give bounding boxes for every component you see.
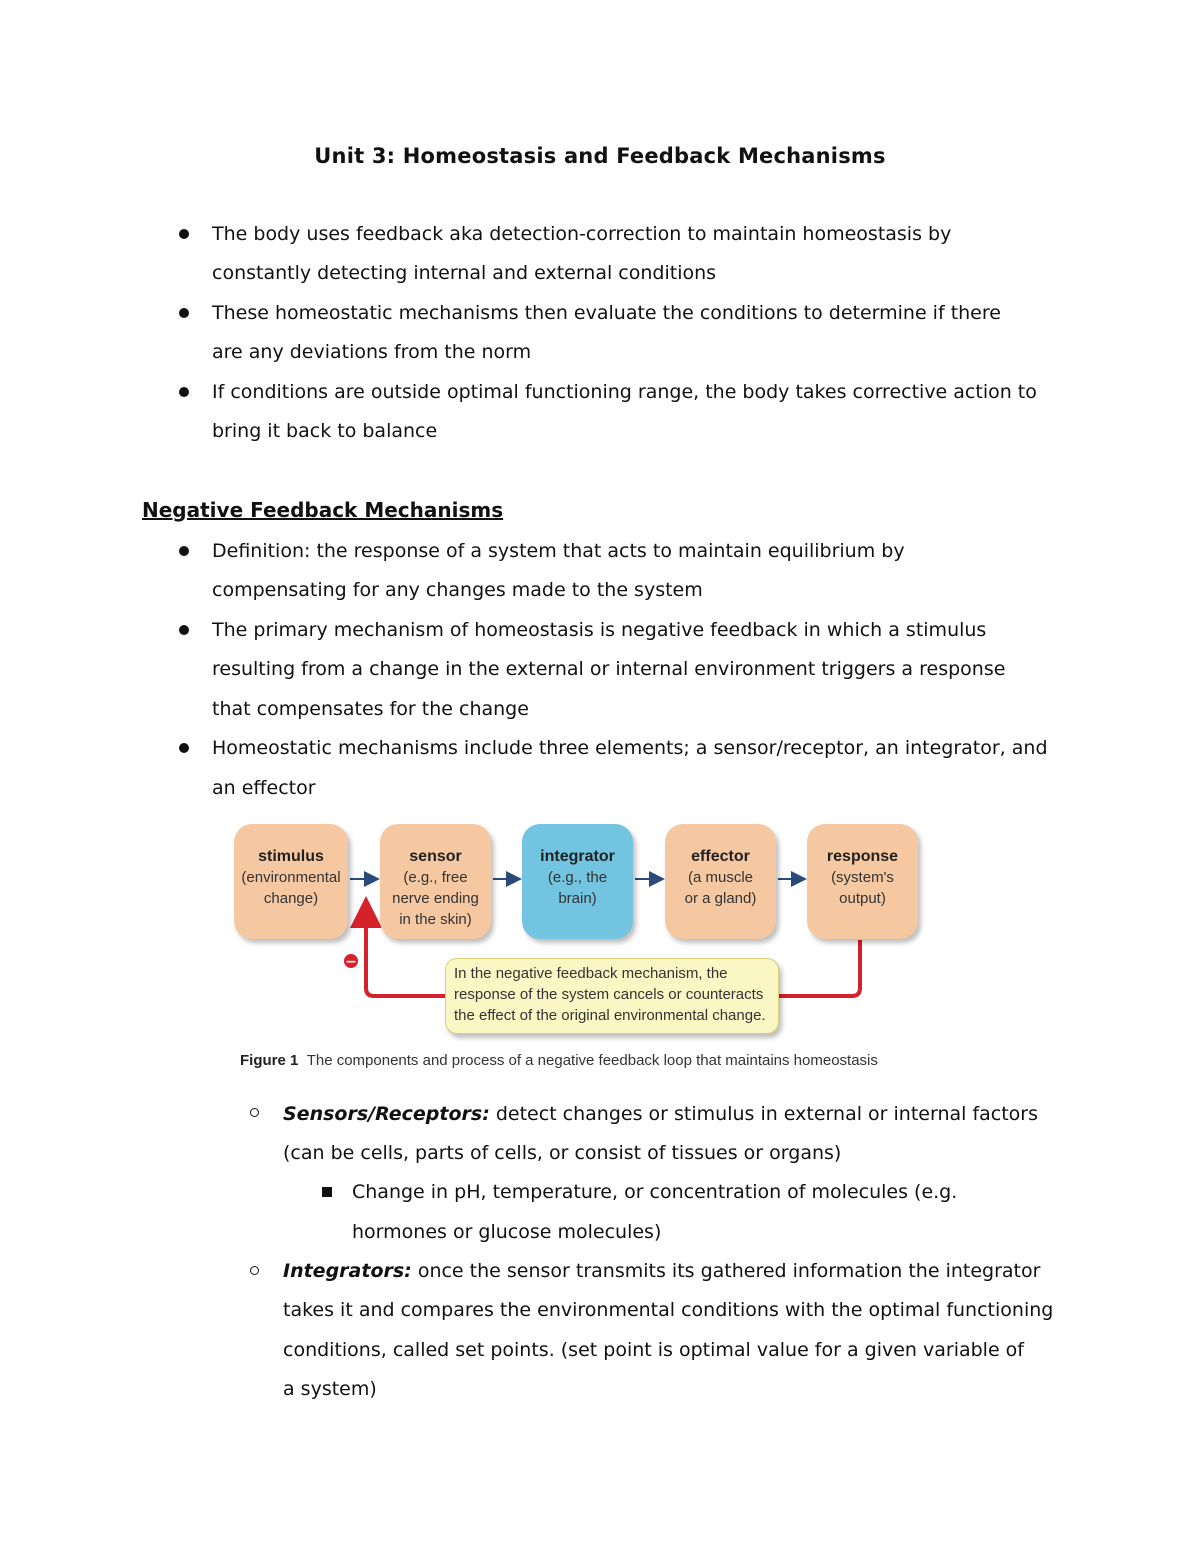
neg-bullet-2-line-2: resulting from a change in the external or internal environment triggers a response: [212, 658, 1006, 680]
circle-bullet: [250, 1108, 259, 1117]
minus-sign: −: [345, 954, 357, 970]
box-text-line: brain): [558, 890, 597, 907]
neg-bullet-1-line-1: Definition: the response of a system that acts to maintain equilibrium by: [212, 540, 905, 562]
diagram-box-response: [807, 824, 918, 939]
box-text-line: change): [263, 890, 319, 907]
diagram-box-stimulus: [234, 824, 348, 939]
neg-bullet-2-line-1: The primary mechanism of homeostasis is negative feedback in which a stimulus: [212, 619, 987, 641]
circle-bullet: [250, 1266, 259, 1275]
box-text-line: (a muscle: [687, 869, 754, 886]
intro-bullet-3-line-1: If conditions are outside optimal functioning range, the body takes corrective action to: [212, 381, 1037, 403]
integrators-line-1: [283, 1259, 1040, 1283]
neg-bullet-3-line-1: Homeostatic mechanisms include three elements; a sensor/receptor, an integrator, and: [212, 737, 1048, 759]
box-text-line: or a gland): [684, 890, 757, 907]
figure-caption-text: The components and process of a negative feedback loop that maintains homeostasis: [306, 1052, 878, 1069]
sensors-term: Sensors/Receptors:: [283, 1103, 490, 1125]
neg-bullet-3-line-2: an effector: [212, 777, 316, 799]
square-bullet: [322, 1187, 332, 1197]
box-title: sensor: [409, 848, 462, 865]
intro-bullet-2-line-1: These homeostatic mechanisms then evaluate the conditions to determine if there: [212, 302, 1001, 324]
intro-bullet-1-line-1: The body uses feedback aka detection-correction to maintain homeostasis by: [212, 223, 952, 245]
box-title: stimulus: [258, 848, 324, 865]
intro-bullet-1-line-2: constantly detecting internal and external conditions: [212, 262, 717, 284]
neg-bullet-1-line-2: compensating for any changes made to the system: [212, 579, 703, 601]
integrators-line-4: a system): [283, 1378, 377, 1400]
neg-bullet-2-line-3: that compensates for the change: [212, 698, 529, 720]
note-line: In the negative feedback mechanism, the: [454, 965, 728, 982]
box-text-line: (environmental: [241, 869, 341, 886]
figure-caption: [240, 1052, 878, 1069]
diagram-box-sensor: [380, 824, 491, 939]
integrators-definition: once the sensor transmits its gathered information the integrator: [411, 1260, 1041, 1282]
section-heading: Negative Feedback Mechanisms: [142, 498, 504, 522]
sensors-definition: detect changes or stimulus in external or internal factors: [489, 1103, 1039, 1125]
box-title: integrator: [540, 848, 615, 865]
page-title: Unit 3: Homeostasis and Feedback Mechanisms: [314, 144, 886, 168]
feedback-note-callout: [445, 958, 779, 1034]
sensors-sub-line-2: hormones or glucose molecules): [352, 1221, 662, 1243]
note-line: the effect of the original environmental change.: [454, 1007, 766, 1024]
diagram-box-integrator: [522, 824, 633, 939]
sensors-sub-line-1: Change in pH, temperature, or concentration of molecules (e.g.: [352, 1181, 958, 1203]
figure-label: Figure 1: [240, 1052, 299, 1069]
diagram-box-effector: [665, 824, 776, 939]
box-text-line: (e.g., free: [403, 869, 468, 886]
intro-bullet-3-line-2: bring it back to balance: [212, 420, 438, 442]
box-text-line: in the skin): [399, 911, 472, 928]
box-title: effector: [691, 848, 750, 865]
intro-bullet-2-line-2: are any deviations from the norm: [212, 341, 532, 363]
integrators-line-3: conditions, called set points. (set point is optimal value for a given variable of: [283, 1339, 1024, 1361]
box-title: response: [826, 848, 899, 865]
note-line: response of the system cancels or counteracts: [454, 986, 764, 1003]
box-text-line: nerve ending: [392, 890, 479, 907]
integrators-term: Integrators:: [283, 1260, 412, 1282]
sensors-line-1: [283, 1102, 1038, 1126]
integrators-line-2: takes it and compares the environmental conditions with the optimal functioning: [283, 1299, 1054, 1321]
box-text-line: (system's: [831, 869, 894, 886]
sensors-line-2: (can be cells, parts of cells, or consist of tissues or organs): [283, 1142, 842, 1164]
box-text-line: (e.g., the: [547, 869, 608, 886]
box-text-line: output): [839, 890, 886, 907]
